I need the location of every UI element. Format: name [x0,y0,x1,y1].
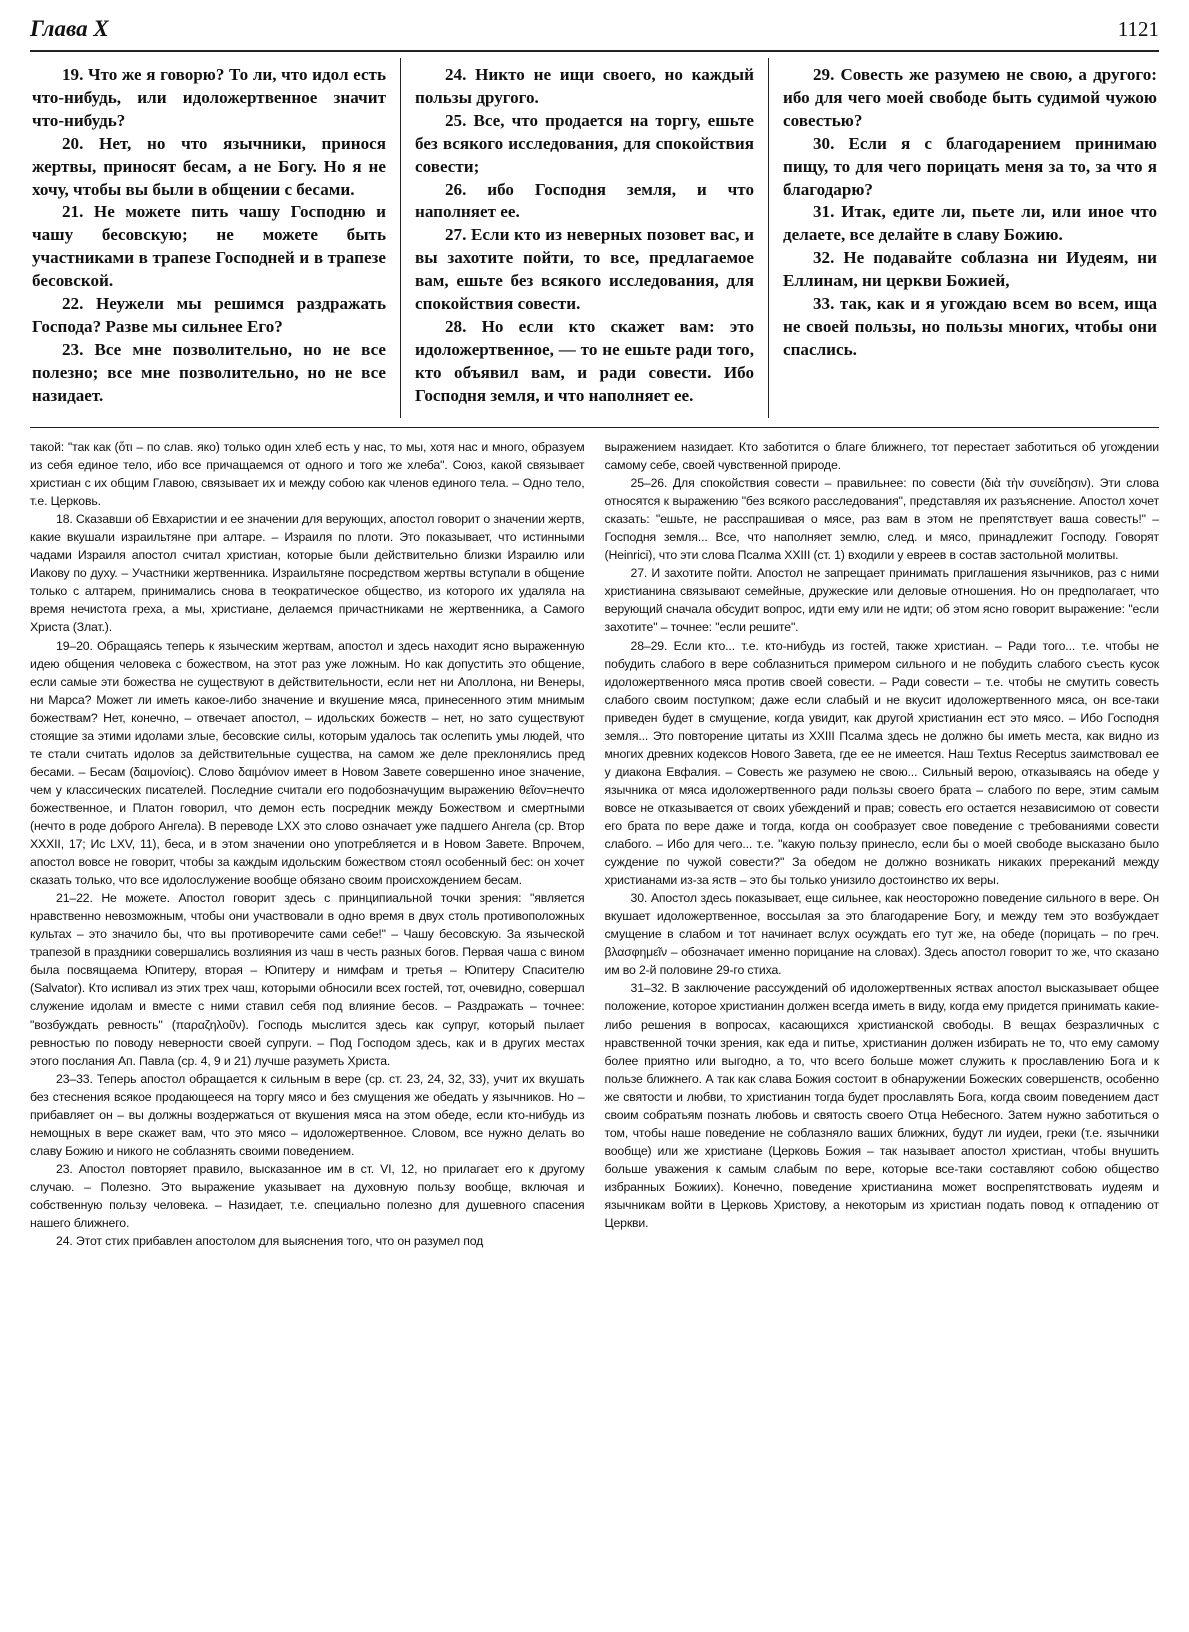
commentary-paragraph: 23. Апостол повторяет правило, высказанное им в ст. VI, 12, но прилагает его к другому случаю. – Полезно. Это выражение указывает на духовную пользу вообще, включая и собственную пользу человека. – Назидает, т.е. специально полезно для душевного спасения нашего ближнего. [30,1161,585,1231]
verse-19: 19. Что же я говорю? То ли, что идол есть что-нибудь, или идоложертвенное значит что-нибудь? [32,65,386,130]
commentary-paragraph: выражением назидает. Кто заботится о благе ближнего, тот перестает заботиться об угождении самому себе, своей чувственной природе. [604,440,1159,473]
verse-20: 20. Нет, но что язычники, принося жертвы, приносят бесам, а не Богу. Но я не хочу, чтобы вы были в общении с бесами. [32,133,386,199]
commentary-paragraph: 23–33. Теперь апостол обращается к сильным в вере (ср. ст. 23, 24, 32, 33), учит их вкушать без стеснения всякое продающееся на торгу мясо и без смущения же обедать у язычников. Но – прибавляет он – вы должны воздержаться от вкушения мяса на этом обеде, если кто-нибудь из немощных в вере скажет вам, что это мясо – идоложертвенное. Словом, все нужно делать во славу Божию и никого не соблазнять своими поведением. [30,1071,585,1158]
commentary-paragraph: 28–29. Если кто... т.е. кто-нибудь из гостей, также христиан. – Ради того... т.е. чтобы не побудить слабого в вере соблазниться примером сильного и не побудить слабого съесть кусок идоложертвенного мяса против своей совести. – Ради совести – т.е. чтобы не смутить совесть слабого своим поступком; даже если слабый и не вкусит идоложертвенного мяса, он все-таки приведен будет в смущение, когда увидит, как другой христианин ест это мясо. – Ибо Господня земля... Это повторение цитаты из XXIII Псалма здесь не должно бы иметь места, как видно из многих древних кодексов Нового Завета, где ее не имеется. Наш Textus Receptus заимствовал ее у диакона Евфалия. – Совесть же разумею не свою... Сильный верою, отказываясь на обеде у язычника от мяса идоложертвенного ради пользы своего брата – слабого по вере, этим самым вовсе не отказывается от своих убеждений и прав; совесть его остается независимою от совести его брата по вере даже и тогда, когда он сообразует свое поведение с требованиями совести слабого. – Ибо для чего... т.е. "какую пользу принесло, если бы о моей свободе высказано было суждение по чужой совести?" За обедом не должно возникать никаких пререканий между христианами из-за яств – это бы только унизило достоинство их веры. [604,638,1159,888]
verse-28: 28. Но если кто скажет вам: это идоложертвенное, — то не ешьте ради того, кто объявил вам, и ради совести. Ибо Господня земля, и что наполняет ее. [415,316,754,405]
scripture-column-1 [30,58,400,418]
scripture-column-2 [400,58,768,418]
commentary-column-left [30,438,585,1618]
commentary-paragraph: 24. Этот стих прибавлен апостолом для выяснения того, что он разумел под [56,1234,484,1249]
commentary-paragraph: 31–32. В заключение рассуждений об идоложертвенных яствах апостол высказывает общее положение, которое христианин должен всегда иметь в виду, когда ему придется принимать какие-либо решения в вопросах, касающихся христианской свободы. В вещах безразличных с нравственной точки зрения, как еда и питье, христианин должен избирать не то, что ему самому более приятно или выгодно, а то, что всего больше может служить к прославлению Бога и к пользе ближнего. А так как слава Божия состоит в обнаружении Божеских совершенств, особенно же святости и любви, то христианин тогда будет прославлять Бога, когда своим поведением даст своим собратьям познать любовь и святость своего Отца Небесного. Затем нужно заботиться о том, чтобы наше поведение не соблазняло ваших ближних, будут ли иудеи, греки (т.е. язычники вообще) или же христиане (Церковь Божия – так называет апостол христиан, чтобы внушить больше уважения к самым слабым по вере, которые все-таки составляют собою общество избранных Божиих). Конечно, поведение христианина может воспрепятствовать иудеям и язычникам войти в Церковь Христову, а некоторым из христиан подать повод к отпадению от Церкви. [604,981,1159,1231]
verse-24: 24. Никто не ищи своего, но каждый пользы другого. [415,65,754,107]
commentary-block [30,438,1159,1618]
verse-31: 31. Итак, едите ли, пьете ли, или иное что делаете, все делайте в славу Божию. [783,202,1157,245]
verse-22: 22. Неужели мы решимся раздражать Господа? Разве мы сильнее Его? [32,294,386,336]
commentary-paragraph: такой: "так как (ὅτι – по слав. яко) только один хлеб есть у нас, то мы, хотя нас и много, образуем из себя единое тело, ибо все причащаемся от одного и того же хлеба". Союз, какой связывает христиан с их общим Главою, связывает их и между собою как членов единого тела. – Одно тело, т.е. Церковь. [30,440,585,509]
verse-25: 25. Все, что продается на торгу, ешьте без всякого исследования, для спокойствия совести; [415,110,754,176]
verse-30: 30. Если я с благодарением принимаю пищу, то для чего порицать меня за то, за что я благодарю? [783,133,1157,199]
verse-32: 32. Не подавайте соблазна ни Иудеям, ни Еллинам, ни церкви Божией, [783,248,1157,291]
verse-26: 26. ибо Господня земля, и что наполняет ее. [415,179,754,222]
page-header [30,16,1159,46]
scripture-block [30,58,1159,418]
verse-27: 27. Если кто из неверных позовет вас, и вы захотите пойти, то все, предлагаемое вам, ешьте без всякого исследования, для спокойствия совести. [415,225,754,314]
scripture-column-3 [768,58,1159,418]
commentary-paragraph: 30. Апостол здесь показывает, еще сильнее, как неосторожно поведение сильного в вере. Он вкушает идоложертвенное, воссылая за это благодарение Богу, и между тем это возбуждает смущение в слабом и тот начинает вслух осуждать его тут же, на обеде (порицать – по греч. βλασφημεῖν – обозначает именно порицание на словах). Здесь апостол говорит то же, что сказано им во 2-й половине 29-го стиха. [604,891,1159,978]
verse-33: 33. так, как и я угождаю всем во всем, ища не своей пользы, но пользы многих, чтобы они спаслись. [783,294,1157,359]
commentary-paragraph: 25–26. Для спокойствия совести – правильнее: по совести (διὰ τὴν συνείδησιν). Эти слова относятся к выражению "без всякого расследования", представляя их разъяснение. Апостол хочет сказать: "ешьте, не расспрашивая о мясе, раз вам в этом не препятствует ваша совесть!" – Господня земля... Все, что наполняет землю, след. и мясо, принадлежит Господу. Говорят (Heinrici), что эти слова Псалма XXIII (ст. 1) входили у евреев в состав застольной молитвы. [604,476,1159,563]
section-divider [30,427,1159,428]
page-number: 1121 [1117,17,1159,41]
verse-21: 21. Не можете пить чашу Господню и чашу бесовскую; не можете быть участниками в трапезе Господней и в трапезе бесовской. [32,202,386,291]
commentary-paragraph: 18. Сказавши об Евхаристии и ее значении для верующих, апостол говорит о значении жертв, какие вкушали израильтяне при алтаре. – Израиля по плоти. Это показывает, что истинными чадами Израиля апостол считал христиан, которые были действительно близки Израилю или Иакову по духу. – Участники жертвенника. Израильтяне посредством жертвы вступали в общение только с алтарем, принимались снова в теократическое общество, из которого их удаляла на время нечистота греха, а мы, христиане, делаемся причастниками не жертвенника, а Самого Христа (Злат.). [30,512,585,635]
header-rule [30,50,1159,52]
verse-29: 29. Совесть же разумею не свою, а другого: ибо для чего моей свободе быть судимой чужою совестью? [783,65,1157,130]
chapter-title: Глава X [30,16,109,41]
verse-23: 23. Все мне позволительно, но не все полезно; все мне позволительно, но не все назидает. [32,339,386,405]
commentary-paragraph: 19–20. Обращаясь теперь к языческим жертвам, апостол и здесь находит ясно выраженную идею общения человека с божеством, на этот раз уже ложным. Но как допустить это общение, если самые эти божества не существуют в действительности, если нет ни Аполлона, ни Венеры, ни Марса? Может ли иметь какое-либо значение и вкушение мяса, принесенного этим мнимым божествам? Нет, конечно, – отвечает апостол, – идольских божеств – нет, но зато существуют стоящие за этими идолами злые, бесовские силы, которым удалось так ослепить умы людей, что те стали считать идолов за действительные существа, на самом же деле преклонялись пред бесами. – Бесам (δαιμονίοις). Слово δαιμόνιον имеет в Новом Завете совершенно иное значение, чем у классических писателей. Последние считали его подобозначущим выражению θεῖον=нечто божественное, и Платон говорил, что демон есть посредник между Божеством и смертными (нечто в роде доброго Ангела). В переводе LXX это слово означает уже падшего Ангела (ср. Втор XXXII, 17; Ис LXV, 11), беса, и в этом значении оно употребляется и в Новом Завете. Впрочем, апостол вовсе не говорит, чтобы за каждым идольским божеством стоял особенный бес: он хочет сказать только, что все идолослужение вообще обязано своим происхождением бесам. [30,638,585,888]
commentary-paragraph: 27. И захотите пойти. Апостол не запрещает принимать приглашения язычников, раз с ними христианина связывают семейные, дружеские или деловые отношения. Но он предполагает, что верующий сначала обсудит вопрос, идти ему или не идти; об этом ясно говорит выражение: "если захотите" – точнее: "если решите". [604,566,1159,635]
commentary-paragraph: 21–22. Не можете. Апостол говорит здесь с принципиальной точки зрения: "является нравственно невозможным, чтобы они участвовали в одно время в двух столь противоположных культах – это значило бы, что вы противоречите сами себе!" – Чашу бесовскую. За языческой трапезой в праздники совершались возлияния из чаш в честь разных богов. Первая чаша с вином была посвящаема Юпитеру, вторая – Юпитеру и нимфам и третья – Юпитеру Спасителю (Salvator). Кто испивал из этих трех чаш, которыми обносили всех гостей, тот, очевидно, совершал служение идолам и вместе с ними ставил себя под влияние бесов. – Раздражать – точнее: "возбуждать ревность" (παραζηλοῦν). Господь мыслится здесь как супруг, который пылает ревностью по поводу неверности своей супруги. – Под Господом здесь, как и в других местах этого послания Ап. Павла (ср. 4, 9 и 21) лучше разуметь Христа. [30,891,585,1068]
commentary-column-right [605,438,1160,1618]
